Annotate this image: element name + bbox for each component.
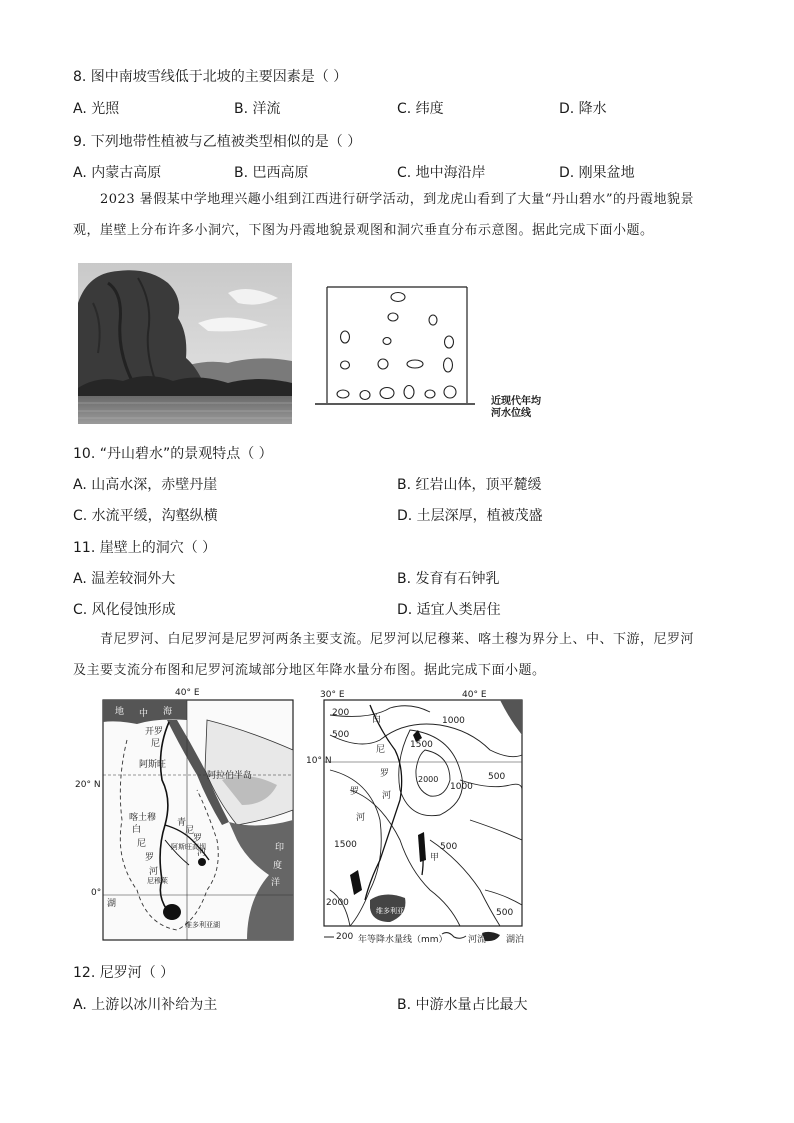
map2-isoline-500-b: 500 — [488, 772, 506, 782]
map2-label-he-1: 河 — [382, 791, 392, 801]
q11-option-b[interactable]: B. 发育有石钟乳 — [397, 571, 500, 587]
q10-option-c[interactable]: C. 水流平缓，沟壑纵横 — [73, 508, 218, 524]
passage-danxia-line1: 2023 暑假某中学地理兴趣小组到江西进行研学活动，到龙虎山看到了大量“丹山碧水”的丹霞地貌景 — [100, 192, 695, 207]
passage-danxia-line2: 观，崖壁上分布许多小洞穴，下图为丹霞地貌景观图和洞穴垂直分布示意图。据此完成下面小题。 — [73, 223, 654, 238]
map2-legend-isoline-value: 200 — [336, 932, 354, 942]
map1-label-white-2: 尼 — [137, 839, 147, 849]
q10-option-a[interactable]: A. 山高水深，赤壁丹崖 — [73, 477, 218, 493]
map2-isoline-1000-a: 1000 — [442, 716, 465, 726]
cave-distribution-diagram — [315, 285, 555, 425]
map1-label-yang: 洋 — [271, 878, 281, 888]
map2-lat10-label: 10° N — [306, 756, 332, 766]
map1-label-ni: 尼 — [151, 739, 161, 749]
cave-label-line1: 近现代年均 — [491, 396, 541, 407]
map1-label-white-4: 河 — [149, 867, 159, 877]
q11-option-a[interactable]: A. 温差较洞外大 — [73, 571, 176, 587]
map1-lat20-label: 20° N — [75, 780, 101, 790]
map2-lon40-label: 40° E — [462, 690, 487, 700]
cave-label-line2: 河水位线 — [491, 408, 531, 419]
map2-lon30-label: 30° E — [320, 690, 345, 700]
q9-option-b[interactable]: B. 巴西高原 — [234, 165, 309, 181]
map2-label-jia: 甲 — [430, 853, 440, 863]
map2-isoline-500-d: 500 — [496, 908, 514, 918]
q11-stem: 11. 崖壁上的洞穴（ ） — [73, 540, 217, 556]
map1-label-nimule: 尼穆莱 — [147, 877, 168, 885]
map2-isoline-500-a: 500 — [332, 730, 350, 740]
map2-label-he-2: 河 — [356, 813, 366, 823]
q12-option-a[interactable]: A. 上游以冰川补给为主 — [73, 997, 218, 1013]
map2-label-luo-2: 罗 — [350, 787, 360, 797]
map1-lon-label: 40° E — [175, 688, 200, 698]
q12-stem: 12. 尼罗河（ ） — [73, 965, 175, 981]
nile-precipitation-map — [306, 690, 535, 945]
map2-isoline-500-c: 500 — [440, 842, 458, 852]
map1-label-blue-2: 尼 — [185, 826, 195, 836]
map1-label-lake: 湖 — [107, 899, 117, 909]
map2-legend-lake-text: 湖泊 — [506, 935, 525, 945]
map2-isoline-2000-b: 2000 — [326, 898, 349, 908]
nile-tributaries-map — [75, 688, 297, 945]
danxia-photo — [78, 263, 292, 424]
map2-legend-isoline-text: 年等降水量线（mm） — [358, 935, 448, 945]
q8-option-a[interactable]: A. 光照 — [73, 101, 120, 117]
passage-danxia — [73, 184, 723, 246]
q11-option-d[interactable]: D. 适宜人类居住 — [397, 602, 501, 618]
map2-legend-river-text: 河流 — [468, 935, 487, 945]
map1-label-arabia: 阿拉伯半岛 — [207, 771, 253, 781]
map2-label-victoria: 维多利亚湖 — [376, 907, 411, 915]
map1-label-victoria: 维多利亚湖 — [185, 921, 220, 929]
map1-label-hai: 海 — [163, 707, 173, 717]
map1-label-dam: 阿斯旺高坝 — [171, 843, 206, 851]
map1-label-white-1: 白 — [132, 825, 142, 835]
map1-lat0-label: 0° — [91, 888, 102, 898]
q11-option-c[interactable]: C. 风化侵蚀形成 — [73, 602, 176, 618]
q8-option-d[interactable]: D. 降水 — [559, 101, 607, 117]
map2-isoline-2000-a: 2000 — [418, 775, 439, 784]
q10-option-d[interactable]: D. 土层深厚，植被茂盛 — [397, 508, 543, 524]
map2-label-ni: 尼 — [376, 745, 386, 755]
map1-label-du: 度 — [273, 861, 283, 871]
map1-label-blue-3: 罗 — [193, 834, 203, 844]
q12-option-b[interactable]: B. 中游水量占比最大 — [397, 997, 528, 1013]
q10-stem: 10. “丹山碧水”的景观特点（ ） — [73, 446, 273, 462]
map1-label-yin: 印 — [275, 843, 285, 853]
map1-label-white-3: 罗 — [145, 853, 155, 863]
map1-label-khartoum: 喀土穆 — [129, 813, 157, 823]
map2-isoline-200: 200 — [332, 708, 350, 718]
q8-option-c[interactable]: C. 纬度 — [397, 101, 444, 117]
passage-nile — [73, 624, 723, 686]
map2-isoline-1500-b: 1500 — [334, 840, 357, 850]
q9-option-c[interactable]: C. 地中海沿岸 — [397, 165, 486, 181]
q8-option-b[interactable]: B. 洋流 — [234, 101, 281, 117]
map1-label-blue-4: 河 — [197, 848, 207, 858]
map1-label-aswan: 阿斯旺 — [139, 760, 167, 770]
map1-label-blue-1: 青 — [177, 818, 187, 828]
passage-nile-line1: 青尼罗河、白尼罗河是尼罗河两条主要支流。尼罗河以尼穆莱、喀土穆为界分上、中、下游，尼罗河 — [100, 632, 695, 647]
map1-label-zhong: 中 — [139, 709, 149, 719]
q10-option-b[interactable]: B. 红岩山体，顶平麓缓 — [397, 477, 542, 493]
q8-stem: 8. 图中南坡雪线低于北坡的主要因素是（ ） — [73, 69, 348, 85]
passage-nile-line2: 及主要支流分布图和尼罗河流域部分地区年降水量分布图。据此完成下面小题。 — [73, 663, 546, 678]
q9-option-a[interactable]: A. 内蒙古高原 — [73, 165, 162, 181]
q9-option-d[interactable]: D. 刚果盆地 — [559, 165, 635, 181]
map2-label-bai: 白 — [372, 715, 382, 725]
map2-label-luo-1: 罗 — [380, 769, 390, 779]
map2-isoline-1000-b: 1000 — [450, 782, 473, 792]
q9-stem: 9. 下列地带性植被与乙植被类型相似的是（ ） — [73, 134, 362, 150]
map1-label-cairo: 开罗 — [145, 727, 164, 737]
map1-label-di: 地 — [115, 707, 125, 717]
map2-isoline-1500-a: 1500 — [410, 740, 433, 750]
